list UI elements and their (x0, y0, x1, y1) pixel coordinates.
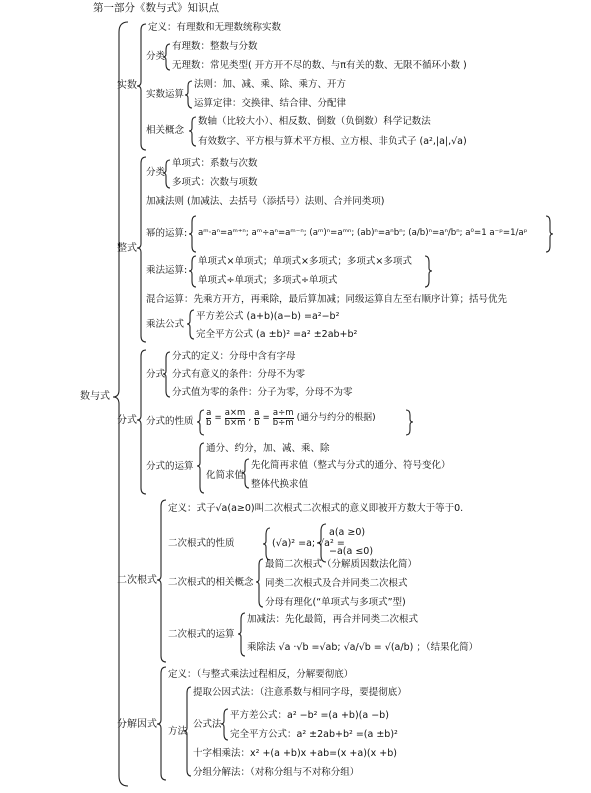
fraction-property-label: 分式的性质 (146, 416, 194, 427)
integral-classification: 分类 (146, 167, 166, 178)
mult-2: 单项式÷单项式；多项式÷单项式 (198, 275, 338, 286)
real-classification: 分类 (146, 51, 166, 62)
root-label: 数与式 (80, 391, 110, 402)
radical-concept-label: 二次根式的相关概念 (168, 577, 254, 588)
radical-concept-2: 同类二次根式及合并同类二次根式 (265, 578, 408, 589)
factor-formula-1: 平方差公式：a² −b² =(a +b)(a −b) (230, 710, 389, 721)
power-formula: aᵐ·aⁿ=aᵐ⁺ⁿ; aᵐ÷aⁿ=aᵐ⁻ⁿ; (aᵐ)ⁿ=aᵐⁿ; (ab)ⁿ=aⁿbⁿ; (a/b)ⁿ=aⁿ/bⁿ; a⁰=1 a⁻ᵖ=1/aᵖ (198, 228, 528, 238)
fraction-label: 分式 (117, 415, 137, 426)
fraction-property-note: (通分与约分的根据) (296, 413, 376, 423)
factor-common: 提取公因式法：（注意系数与相同字母，要提彻底） (193, 687, 407, 698)
real-ops: 实数运算 (146, 89, 185, 100)
mult-1: 单项式×单项式；单项式×多项式；多项式×多项式 (198, 256, 412, 267)
real-related-1: 数轴（比较大小）、相反数、倒数（负倒数）科学记数法 (198, 116, 431, 127)
real-ops-laws: 运算定律：交换律、结合律、分配律 (194, 98, 347, 109)
polynomial: 多项式：次数与项数 (172, 177, 258, 188)
power-label: 幂的运算: (146, 228, 188, 239)
radical-label: 二次根式 (117, 575, 157, 586)
real-related-2: 有效数字、平方根与算术平方根、立方根、非负式子 (a²,|a|,√a) (198, 136, 467, 147)
monomial: 单项式：系数与次数 (172, 158, 258, 169)
fraction-meaningful: 分式有意义的条件：分母不为零 (172, 369, 306, 380)
radical-concept-3: 分母有理化(“单项式与多项式”型) (265, 597, 406, 608)
fraction-property-formula: $\frac{a}{b}$ = $\frac{a\times m}{b\times m}$ , $\frac{a}{b}$ = $\frac{a\div m}{b\div m}$ (通分与约分的根据) (206, 408, 376, 428)
factor-formula-label: 公式法 (193, 719, 222, 730)
simplify-1: 先化简再求值（整式与分式的通分、符号变化） (251, 460, 451, 471)
page-title: 第一部分《数与式》知识点 (93, 2, 219, 14)
add-sub-rule: 加减法则 (加减法、去括号（添括号）法则、合并同类项) (146, 196, 385, 207)
factor-cross: 十字相乘法：x² +(a +b)x +ab=(x +a)(x +b) (193, 748, 397, 759)
factor-formula-2: 完全平方公式：a² ±2ab+b² =(a ±b)² (230, 729, 398, 740)
real-label: 实数 (117, 80, 137, 91)
simplify-2: 整体代换求值 (251, 479, 309, 490)
radical-case-1: a(a ≥0) (329, 527, 366, 538)
fraction-ops-1: 通分、约分，加、减、乘、除 (206, 443, 330, 454)
mult-label: 乘法运算: (146, 265, 188, 276)
fraction-zero: 分式值为零的条件：分子为零，分母不为零 (172, 387, 353, 398)
radical-case-2: −a(a ≤0) (329, 546, 374, 557)
rational-number: 有理数：整数与分数 (172, 41, 258, 52)
factor-def: 定义：（与整式乘法过程相反，分解要彻底） (168, 669, 354, 680)
factor-group: 分组分解法：（对称分组与不对称分组） (193, 767, 360, 778)
formula-label: 乘法公式 (146, 319, 185, 330)
real-definition: 定义：有理数和无理数统称实数 (148, 22, 282, 33)
real-ops-rules: 法则：加、减、乘、除、乘方、开方 (194, 79, 347, 90)
integral-label: 整式 (117, 243, 137, 254)
radical-ops-1: 加减法：先化最简，再合并同类二次根式 (247, 614, 419, 625)
fraction-def: 分式的定义：分母中含有字母 (172, 351, 296, 362)
radical-ops-2: 乘除法 √a ·√b =√ab; √a/√b = √(a/b) ；（结果化简） (247, 642, 479, 653)
formula-1: 平方差公式 (a+b)(a−b) =a²−b² (196, 311, 340, 322)
fraction-classification: 分式 (146, 369, 166, 380)
irrational-number: 无理数：常见类型( 开方开不尽的数、与π有关的数、无限不循环小数 ) (172, 60, 467, 71)
radical-property-label: 二次根式的性质 (168, 538, 235, 549)
radical-ops-label: 二次根式的运算 (168, 629, 235, 640)
formula-2: 完全平方公式 (a ±b)² =a² ±2ab+b² (196, 329, 358, 340)
radical-concept-1: 最简二次根式（分解质因数法化简） (265, 559, 418, 570)
factor-label: 分解因式 (117, 719, 157, 730)
radical-def: 定义：式子√a(a≥0)叫二次根式二次根式的意义即被开方数大于等于0. (168, 503, 464, 514)
radical-property-formula: (√a)² =a; √a² = (272, 538, 345, 549)
simplify-label: 化简求值 (206, 470, 245, 481)
real-related: 相关概念 (146, 125, 185, 136)
fraction-ops-label: 分式的运算 (146, 461, 194, 472)
factor-method: 方法 (168, 726, 188, 737)
mixed-ops: 混合运算：先乘方开方，再乘除，最后算加减；同级运算自左至右顺序计算；括号优先 (146, 294, 508, 305)
